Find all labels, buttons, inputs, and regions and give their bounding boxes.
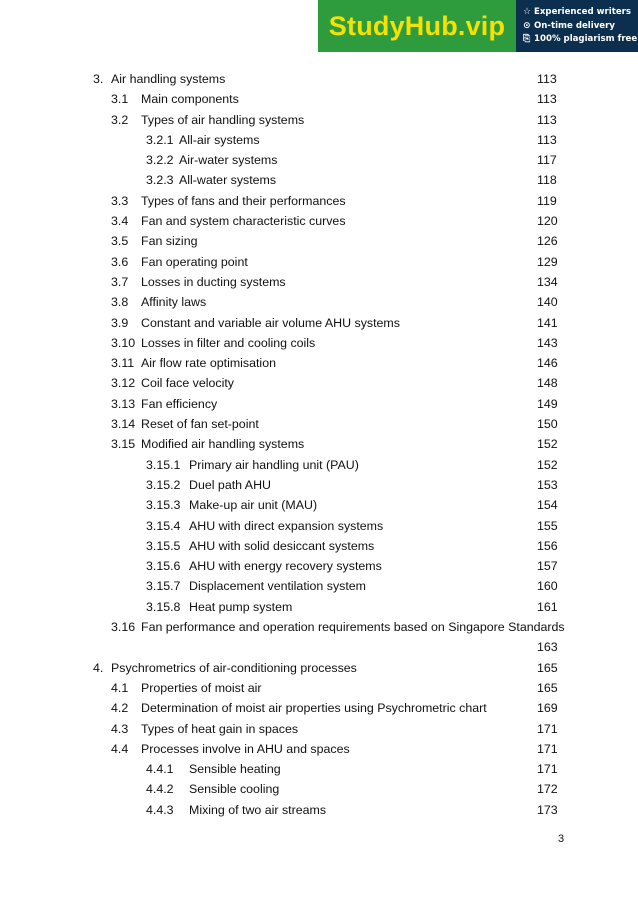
toc-title: Fan sizing <box>141 234 198 249</box>
toc-entry <box>0 69 638 89</box>
toc-entry <box>0 637 638 657</box>
toc-page: 152 <box>537 457 558 472</box>
toc-entry <box>0 475 638 495</box>
toc-page: 163 <box>537 640 558 655</box>
toc-entry <box>0 353 638 373</box>
toc-title: Coil face velocity <box>141 376 234 391</box>
toc-number: 3.10 <box>111 335 136 350</box>
toc-number: 3.13 <box>111 396 136 411</box>
toc-title: Fan performance and operation requirements based on Singapore Standards <box>141 620 565 635</box>
toc-number: 4.4.1 <box>146 762 174 777</box>
toc-page: 171 <box>537 762 558 777</box>
toc-page: 154 <box>537 498 558 513</box>
toc-number: 3.15.4 <box>146 518 181 533</box>
toc-number: 4.4.3 <box>146 802 174 817</box>
toc-title: AHU with direct expansion systems <box>189 518 384 533</box>
toc-number: 3.15.1 <box>146 457 181 472</box>
toc-number: 3.15.5 <box>146 538 181 553</box>
toc-number: 4.3 <box>111 721 129 736</box>
toc-number: 3.15.8 <box>146 599 181 614</box>
toc-title: Processes involve in AHU and spaces <box>141 741 350 756</box>
toc-page: 113 <box>537 132 557 147</box>
toc-number: 3.6 <box>111 254 129 269</box>
toc-entry <box>0 516 638 536</box>
toc-number: 3. <box>93 72 104 86</box>
toc-number: 3.4 <box>111 214 129 229</box>
toc-number: 3.8 <box>111 295 129 310</box>
toc-title: Heat pump system <box>189 599 293 614</box>
toc-number: 3.12 <box>111 376 136 391</box>
toc-page: 171 <box>537 721 558 736</box>
toc-title: Mixing of two air streams <box>189 802 327 817</box>
toc-entry <box>0 434 638 454</box>
toc-page: 113 <box>537 92 557 107</box>
toc-number: 3.16 <box>111 620 136 635</box>
toc-title: Psychrometrics of air-conditioning processes <box>111 660 357 675</box>
toc-entry <box>0 455 638 475</box>
toc-number: 3.9 <box>111 315 129 330</box>
clock-icon: ⊙ <box>523 20 531 31</box>
toc-title: Duel path AHU <box>189 477 271 492</box>
toc-entry <box>0 130 638 150</box>
toc-title: Affinity laws <box>141 295 207 310</box>
toc-title: Types of fans and their performances <box>141 193 346 208</box>
toc-entry <box>0 739 638 759</box>
badge-on-time-delivery <box>523 20 638 34</box>
toc-title: Sensible cooling <box>189 782 280 797</box>
toc-entry <box>0 678 638 698</box>
toc-page: 160 <box>537 579 558 594</box>
toc-page: 165 <box>537 680 558 695</box>
toc-number: 3.11 <box>111 356 135 371</box>
toc-number: 4.2 <box>111 701 129 716</box>
toc-title: Primary air handling unit (PAU) <box>189 457 359 472</box>
toc-entry <box>0 414 638 434</box>
toc-title: Losses in ducting systems <box>141 274 286 289</box>
toc-entry <box>0 211 638 231</box>
toc-number: 4. <box>93 660 104 675</box>
toc-title: Fan operating point <box>141 254 248 269</box>
toc-title: Constant and variable air volume AHU systems <box>141 315 400 330</box>
toc-entry <box>0 150 638 170</box>
toc-number: 3.2.1 <box>146 132 174 147</box>
badge-text: 100% plagiarism free <box>534 34 638 44</box>
toc-title: Sensible heating <box>189 762 281 777</box>
toc-page: 169 <box>537 701 558 716</box>
toc-title: AHU with energy recovery systems <box>189 559 382 574</box>
toc-page: 118 <box>537 173 557 188</box>
toc-page: 129 <box>537 254 558 269</box>
page-number: 3 <box>558 833 565 845</box>
toc-title: Reset of fan set-point <box>141 417 259 432</box>
toc-number: 3.3 <box>111 193 129 208</box>
toc-entry <box>0 272 638 292</box>
toc-title: Types of air handling systems <box>141 112 305 127</box>
toc-title: AHU with solid desiccant systems <box>189 538 375 553</box>
toc-title: Air flow rate optimisation <box>141 356 276 371</box>
toc-page: 172 <box>537 782 558 797</box>
toc-title: Types of heat gain in spaces <box>141 721 299 736</box>
toc-entry <box>0 698 638 718</box>
toc-page: 134 <box>537 274 558 289</box>
toc-title: Fan and system characteristic curves <box>141 214 346 229</box>
toc-title: Main components <box>141 92 239 107</box>
table-of-contents <box>0 69 638 820</box>
toc-title: Determination of moist air properties using Psychrometric chart <box>141 701 487 716</box>
toc-page: 143 <box>537 335 558 350</box>
toc-entry <box>0 373 638 393</box>
toc-entry <box>0 495 638 515</box>
toc-entry <box>0 536 638 556</box>
badge-plagiarism-free <box>523 33 638 47</box>
toc-entry <box>0 719 638 739</box>
toc-entry <box>0 89 638 109</box>
toc-page: 146 <box>537 356 558 371</box>
toc-entry <box>0 779 638 799</box>
toc-page: 117 <box>537 153 557 168</box>
toc-title: Properties of moist air <box>141 680 262 695</box>
toc-number: 3.5 <box>111 234 129 249</box>
toc-number: 3.15.3 <box>146 498 181 513</box>
toc-page: 173 <box>537 802 558 817</box>
toc-number: 3.15 <box>111 437 136 452</box>
toc-page: 140 <box>537 295 558 310</box>
toc-entry <box>0 800 638 820</box>
toc-page: 156 <box>537 538 558 553</box>
studyhub-logo[interactable]: StudyHub.vip <box>318 0 516 52</box>
toc-entry <box>0 191 638 211</box>
toc-title: Air handling systems <box>111 72 226 86</box>
badge-text: On-time delivery <box>534 20 615 31</box>
toc-entry <box>0 231 638 251</box>
toc-entry <box>0 759 638 779</box>
toc-title: Losses in filter and cooling coils <box>141 335 316 350</box>
toc-number: 3.15.2 <box>146 477 181 492</box>
toc-page: 149 <box>537 396 558 411</box>
toc-entry <box>0 658 638 678</box>
toc-entry <box>0 333 638 353</box>
toc-page: 152 <box>537 437 558 452</box>
toc-number: 3.7 <box>111 274 129 289</box>
toc-page: 155 <box>537 518 558 533</box>
toc-entry <box>0 394 638 414</box>
toc-page: 141 <box>537 315 558 330</box>
toc-entry <box>0 313 638 333</box>
badge-text: Experienced writers <box>534 7 632 17</box>
banner-badges <box>516 0 638 52</box>
toc-page: 148 <box>537 376 558 391</box>
toc-number: 3.2.2 <box>146 153 174 168</box>
toc-page: 157 <box>537 559 558 574</box>
toc-page: 119 <box>537 193 557 208</box>
toc-title: Air-water systems <box>179 153 278 168</box>
toc-entry <box>0 110 638 130</box>
toc-page: 171 <box>537 741 558 756</box>
toc-entry <box>0 597 638 617</box>
toc-page: 120 <box>537 214 558 229</box>
toc-number: 3.2.3 <box>146 173 174 188</box>
toc-title: Modified air handling systems <box>141 437 305 452</box>
toc-number: 3.2 <box>111 112 129 127</box>
copy-icon: ⎘ <box>523 34 531 44</box>
toc-number: 3.14 <box>111 417 136 432</box>
toc-title: Displacement ventilation system <box>189 579 366 594</box>
studyhub-banner[interactable] <box>318 0 638 52</box>
badge-experienced-writers <box>523 6 638 20</box>
star-icon: ☆ <box>523 7 532 17</box>
toc-title: Make-up air unit (MAU) <box>189 498 318 513</box>
toc-entry <box>0 170 638 190</box>
toc-title: Fan efficiency <box>141 396 218 411</box>
toc-number: 4.4 <box>111 741 129 756</box>
toc-number: 3.15.7 <box>146 579 181 594</box>
toc-page: 126 <box>537 234 558 249</box>
toc-page: 150 <box>537 417 558 432</box>
toc-page: 113 <box>537 72 557 86</box>
toc-title: All-water systems <box>179 173 277 188</box>
toc-page: 161 <box>537 599 558 614</box>
toc-entry <box>0 576 638 596</box>
toc-entry <box>0 292 638 312</box>
toc-entry <box>0 617 638 637</box>
toc-page: 165 <box>537 660 558 675</box>
toc-number: 3.15.6 <box>146 559 181 574</box>
toc-entry <box>0 556 638 576</box>
toc-entry <box>0 252 638 272</box>
toc-number: 3.1 <box>111 92 129 107</box>
toc-page: 113 <box>537 112 557 127</box>
toc-page: 153 <box>537 477 558 492</box>
toc-title: All-air systems <box>179 132 260 147</box>
toc-number: 4.4.2 <box>146 782 174 797</box>
toc-number: 4.1 <box>111 680 129 695</box>
